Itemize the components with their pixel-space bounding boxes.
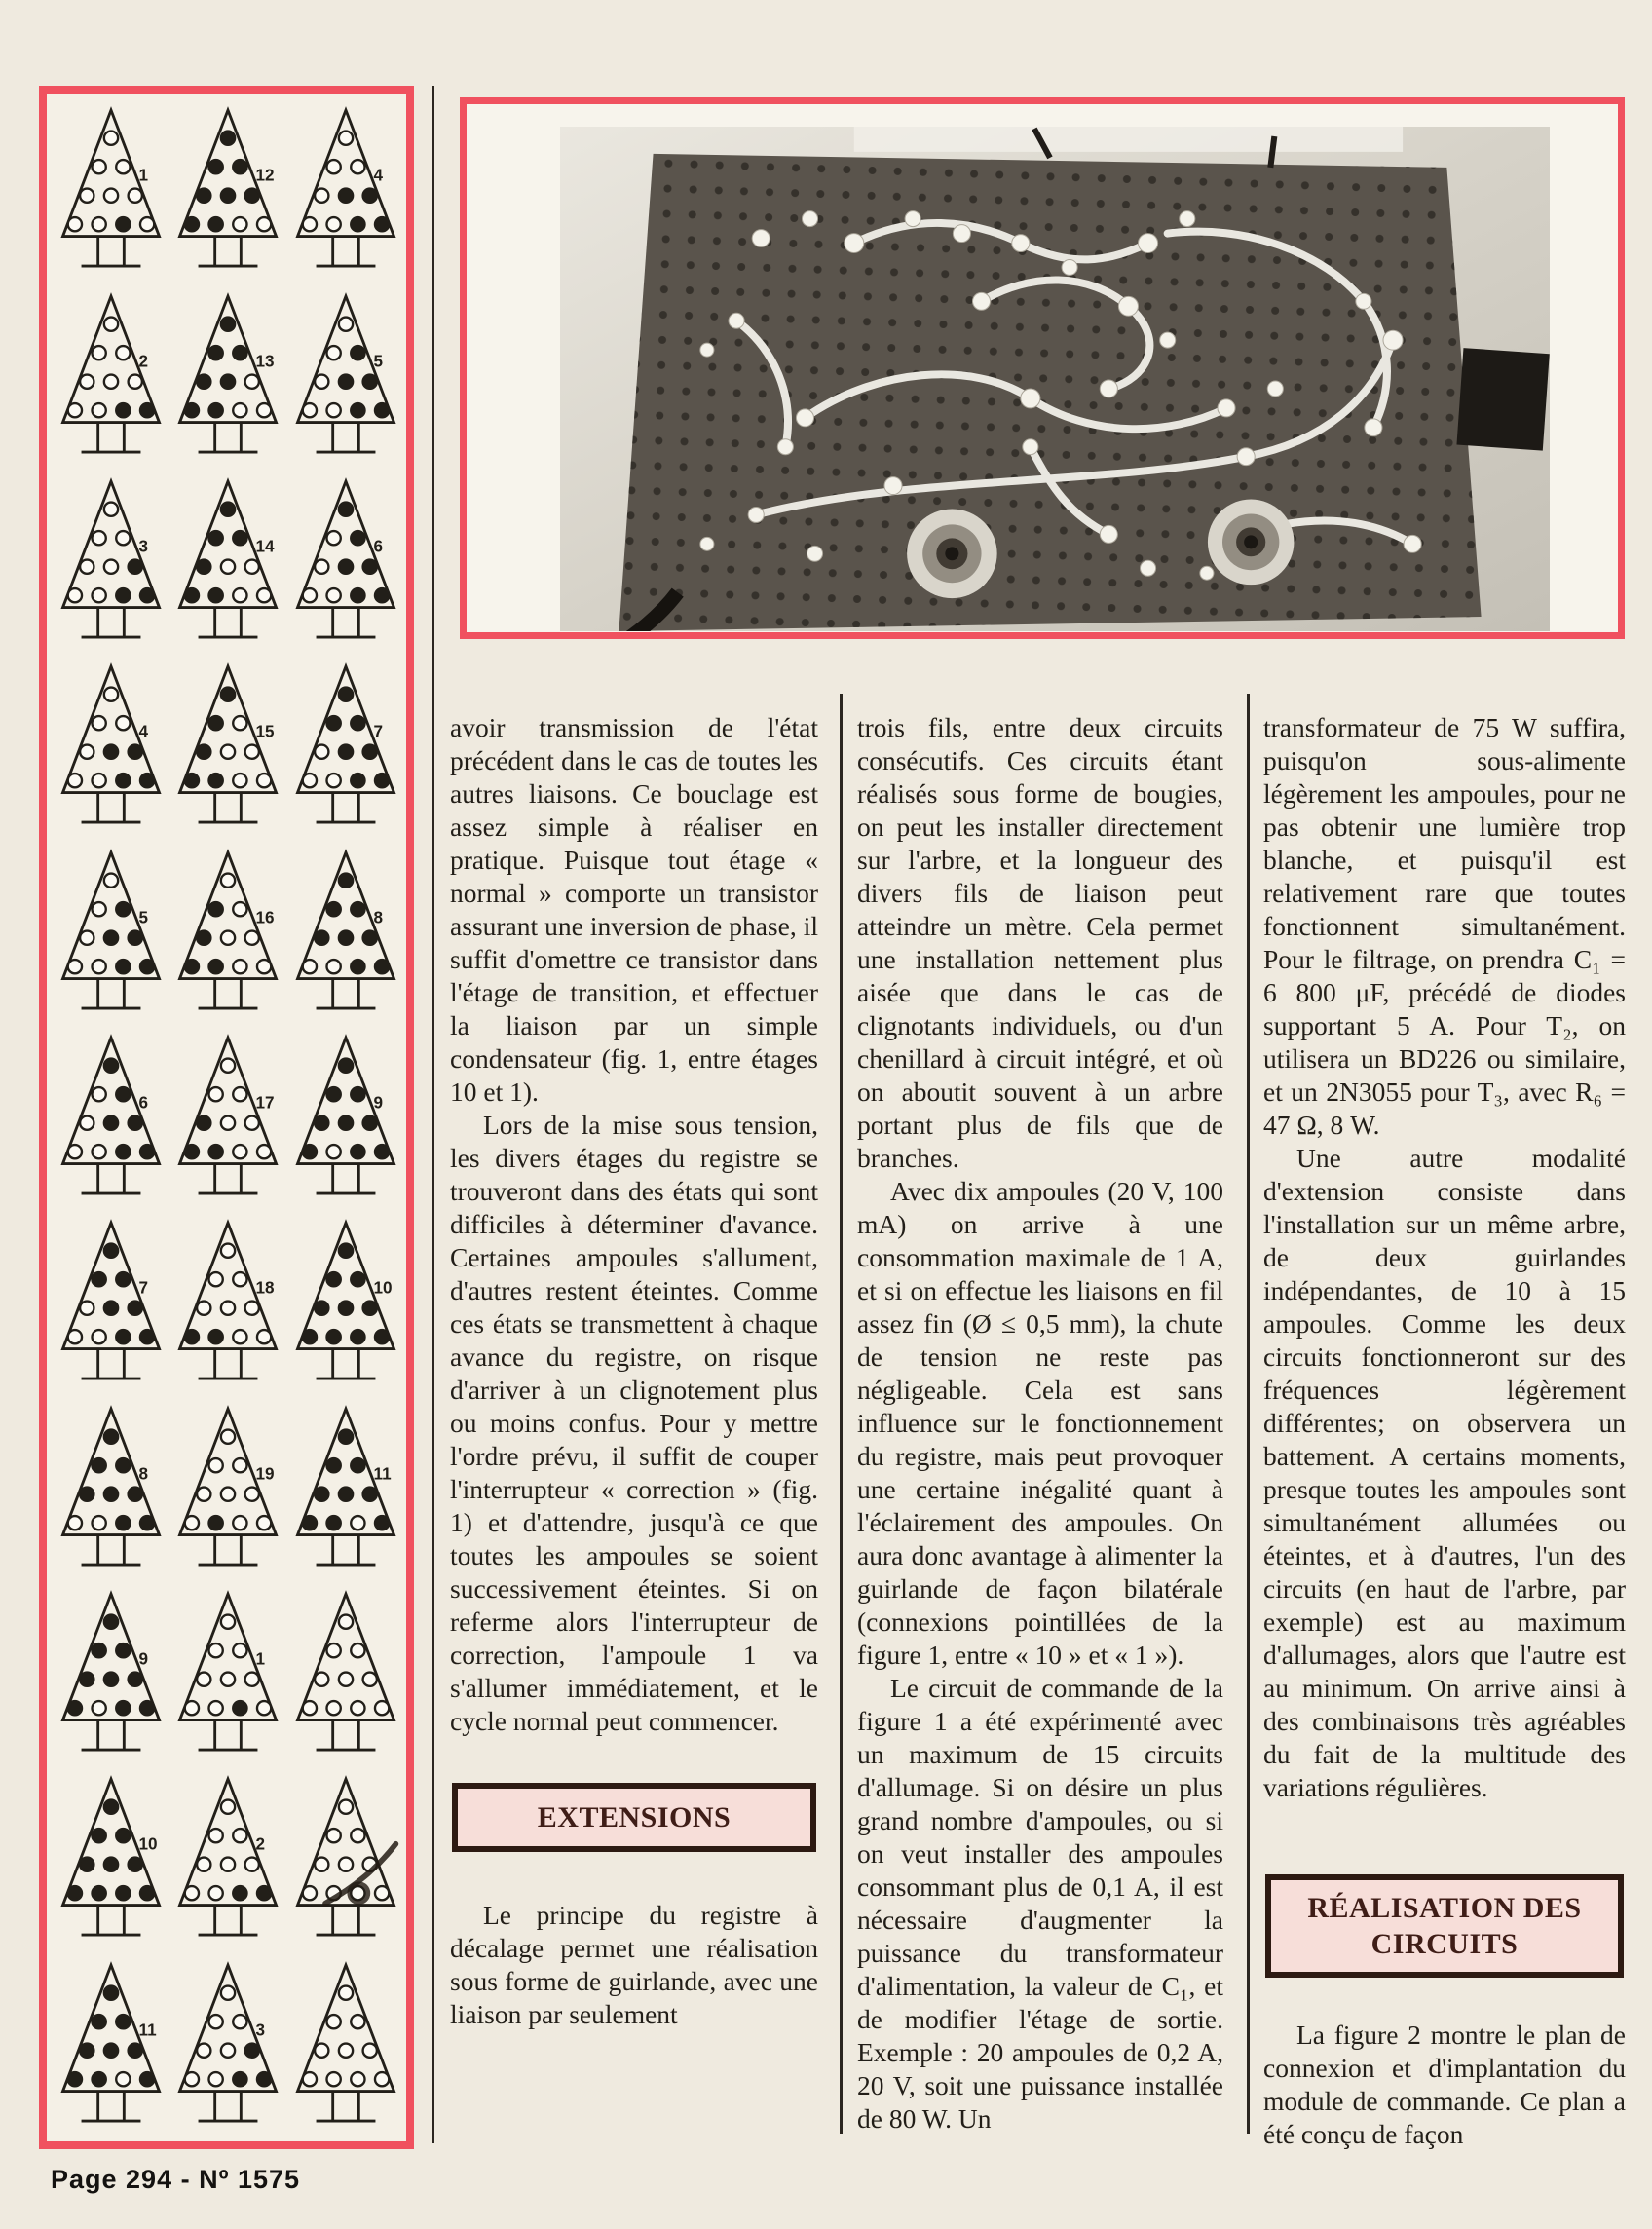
svg-text:19: 19 xyxy=(256,1464,276,1484)
tree-state-4 xyxy=(288,100,403,280)
article-column-2 xyxy=(857,694,1223,2135)
tree-state-10 xyxy=(288,1213,403,1392)
paragraph: Le circuit de commande de la figure 1 a été expérimenté avec un maximum de 15 circuits d'allumage. Si on désire un plus grand nombre d'ampoules, ou si on veut installer des ampoules consommant plus de 0,1 A, il est nécessaire d'augmenter la puissance du transformateur d'alimentation, la valeur de C₁, et de modifier l'étage de sortie. Exemple : 20 ampoules de 0,2 A, 20 V, soit une puissance installée de 80 W. Un xyxy=(857,1673,1223,2134)
svg-text:14: 14 xyxy=(256,537,276,556)
svg-text:5: 5 xyxy=(138,908,149,927)
paragraph: Lors de la mise sous tension, les divers étages du registre se trouveront dans des états qui sont difficiles à déterminer d'avance. Certaines ampoules s'allument, d'autres restent éteintes. Comme ces états se transmettent à chaque avance du registre, on risque d'arriver à un clignotement plus ou moins confus. Pour y mettre l'ordre prévu, il suffit de couper l'interrupteur « correction » (fig. 1) et d'attendre, jusqu'à ce que toutes les ampoules se soient successivement éteintes. Si on referme alors l'interrupteur de correction, l'ampoule 1 va s'allumer immédiatement, et le cycle normal peut commencer. xyxy=(450,1110,818,1736)
column-rule-right xyxy=(1247,694,1250,2134)
tree-state-2 xyxy=(170,1769,285,1948)
tree-state-11 xyxy=(288,1399,403,1578)
tree-state-6 xyxy=(54,1028,169,1207)
svg-text:3: 3 xyxy=(138,537,149,556)
tree-state-3 xyxy=(170,1955,285,2135)
mounting-washer-left xyxy=(907,509,997,598)
svg-text:17: 17 xyxy=(256,1093,276,1113)
tree-state-1 xyxy=(54,100,169,280)
tree-state-12 xyxy=(170,100,285,280)
paragraph: trois fils, entre deux circuits consécutifs. Ces circuits étant réalisés sous forme de bougies, on peut les installer directement sur l'arbre, et la longueur des divers fils de liaison peut atteindre un mètre. Cela permet une installation nettement plus aisée que dans le cas de clignotants individuels, ou d'un chenillard à circuit intégré, et où on aboutit souvent à un arbre portant plus de fils que de branches. xyxy=(857,712,1223,1173)
column-rule-left xyxy=(432,86,434,2143)
svg-text:3: 3 xyxy=(256,2021,266,2040)
tree-state-7 xyxy=(54,1213,169,1392)
heading-label: EXTENSIONS xyxy=(537,1801,732,1833)
tree-state-13 xyxy=(170,286,285,466)
svg-text:8: 8 xyxy=(138,1464,149,1484)
svg-text:16: 16 xyxy=(256,908,276,927)
tree-state-11 xyxy=(54,1955,169,2135)
tree-state-off xyxy=(288,1584,403,1763)
svg-text:4: 4 xyxy=(373,166,383,185)
tree-state-5 xyxy=(54,843,169,1022)
svg-text:2: 2 xyxy=(256,1834,266,1854)
article-column-1 xyxy=(450,694,818,2031)
svg-text:1: 1 xyxy=(256,1649,266,1669)
connector xyxy=(1456,348,1549,450)
tree-state-9 xyxy=(54,1584,169,1763)
section-heading-realisation xyxy=(1265,1874,1624,1978)
svg-text:1: 1 xyxy=(138,166,149,185)
tree-state-8 xyxy=(54,1399,169,1578)
svg-text:18: 18 xyxy=(256,1278,276,1298)
svg-text:4: 4 xyxy=(138,722,149,741)
tree-state-15 xyxy=(170,657,285,836)
tree-grid xyxy=(53,97,404,2137)
tree-state-1 xyxy=(170,1584,285,1763)
svg-text:9: 9 xyxy=(373,1093,383,1113)
svg-text:5: 5 xyxy=(373,352,383,371)
svg-text:6: 6 xyxy=(373,537,383,556)
svg-text:6: 6 xyxy=(138,1093,149,1113)
article-column-3 xyxy=(1263,694,1626,2151)
tree-state-5 xyxy=(288,286,403,466)
column-rule-middle xyxy=(840,694,843,2134)
tree-state-4 xyxy=(54,657,169,836)
tree-state-8 xyxy=(288,843,403,1022)
svg-text:11: 11 xyxy=(373,1464,392,1484)
paragraph: transformateur de 75 W suffira, puisqu'on sous-alimente légèrement les ampoules, pour ne pas obtenir une lumière trop blanche, et puisqu'il est relativement rare que toutes fonctionnent simultanément. Pour le filtrage, on prendra C₁ = 6 800 μF, précédé de diodes supportant 5 A. Pour T₂, on utilisera un BD226 ou similaire, et un 2N3055 pour T₃, avec R₆ = 47 Ω, 8 W. xyxy=(1263,712,1626,1140)
svg-text:13: 13 xyxy=(256,352,276,371)
svg-text:11: 11 xyxy=(138,2021,157,2040)
tree-state-16 xyxy=(170,843,285,1022)
paragraph: Une autre modalité d'extension consiste dans l'installation sur un même arbre, de deux guirlandes indépendantes, de 10 à 15 ampoules. Comme les deux circuits fonctionneront sur des fréquences légèrement différentes; on observera un battement. A certains moments, presque toutes les ampoules sont simultanément allumées ou éteintes, et à d'autres, l'un des circuits (en haut de l'arbre, par exemple) est au maximum d'allumages, alors que l'autre est au minimum. On arrive ainsi à des combinaisons très agréables du fait de la multitude des variations régulières. xyxy=(1263,1143,1626,1802)
mounting-washer-right xyxy=(1208,500,1295,586)
paragraph: Le principe du registre à décalage permet une réalisation sous forme de guirlande, avec une liaison par seulement xyxy=(450,1900,818,2029)
tree-state-off xyxy=(288,1955,403,2135)
heading-label: RÉALISATION DES CIRCUITS xyxy=(1307,1892,1582,1960)
svg-text:10: 10 xyxy=(138,1834,158,1854)
tree-state-18 xyxy=(170,1213,285,1392)
tree-state-off xyxy=(288,1769,403,1948)
tree-state-6 xyxy=(288,472,403,651)
svg-text:2: 2 xyxy=(138,352,149,371)
svg-text:15: 15 xyxy=(256,722,276,741)
paragraph: La figure 2 montre le plan de connexion et d'implantation du module de commande. Ce plan a été conçu de façon xyxy=(1263,2020,1626,2149)
tree-state-10 xyxy=(54,1769,169,1948)
page-footer: Page 294 - Nº 1575 xyxy=(51,2165,301,2194)
section-heading-extensions xyxy=(452,1783,816,1852)
circuit-board-photo xyxy=(560,127,1550,631)
tree-state-9 xyxy=(288,1028,403,1207)
svg-text:10: 10 xyxy=(373,1278,393,1298)
tree-sequence-figure xyxy=(39,86,414,2149)
tree-state-17 xyxy=(170,1028,285,1207)
tree-state-2 xyxy=(54,286,169,466)
svg-text:7: 7 xyxy=(373,722,383,741)
tree-state-3 xyxy=(54,472,169,651)
tree-state-19 xyxy=(170,1399,285,1578)
photo-frame xyxy=(460,97,1625,639)
paragraph: avoir transmission de l'état précédent dans le cas de toutes les autres liaisons. Ce bouclage est assez simple à réaliser en pratique. Puisque tout étage « normal » comporte un transistor assurant une inversion de phase, il suffit d'omettre ce transistor dans l'étage de transition, et effectuer la liaison par un simple condensateur (fig. 1, entre étages 10 et 1). xyxy=(450,712,818,1107)
tree-state-7 xyxy=(288,657,403,836)
svg-text:8: 8 xyxy=(373,908,383,927)
tree-state-14 xyxy=(170,472,285,651)
svg-text:9: 9 xyxy=(138,1649,149,1669)
perfboard xyxy=(619,154,1481,631)
svg-text:7: 7 xyxy=(138,1278,149,1298)
svg-text:12: 12 xyxy=(256,166,276,185)
paragraph: Avec dix ampoules (20 V, 100 mA) on arrive à une consommation maximale de 1 A, et si on effectue les liaisons en fil assez fin (Ø ≤ 0,5 mm), la chute de tension ne reste pas négligeable. Cela est sans influence sur le fonctionnement du registre, mais peut provoquer une certaine inégalité quant à l'éclairement des ampoules. On aura donc avantage à alimenter la guirlande de façon bilatérale (connexions pointillées de la figure 1, entre « 10 » et « 1 »). xyxy=(857,1176,1223,1670)
